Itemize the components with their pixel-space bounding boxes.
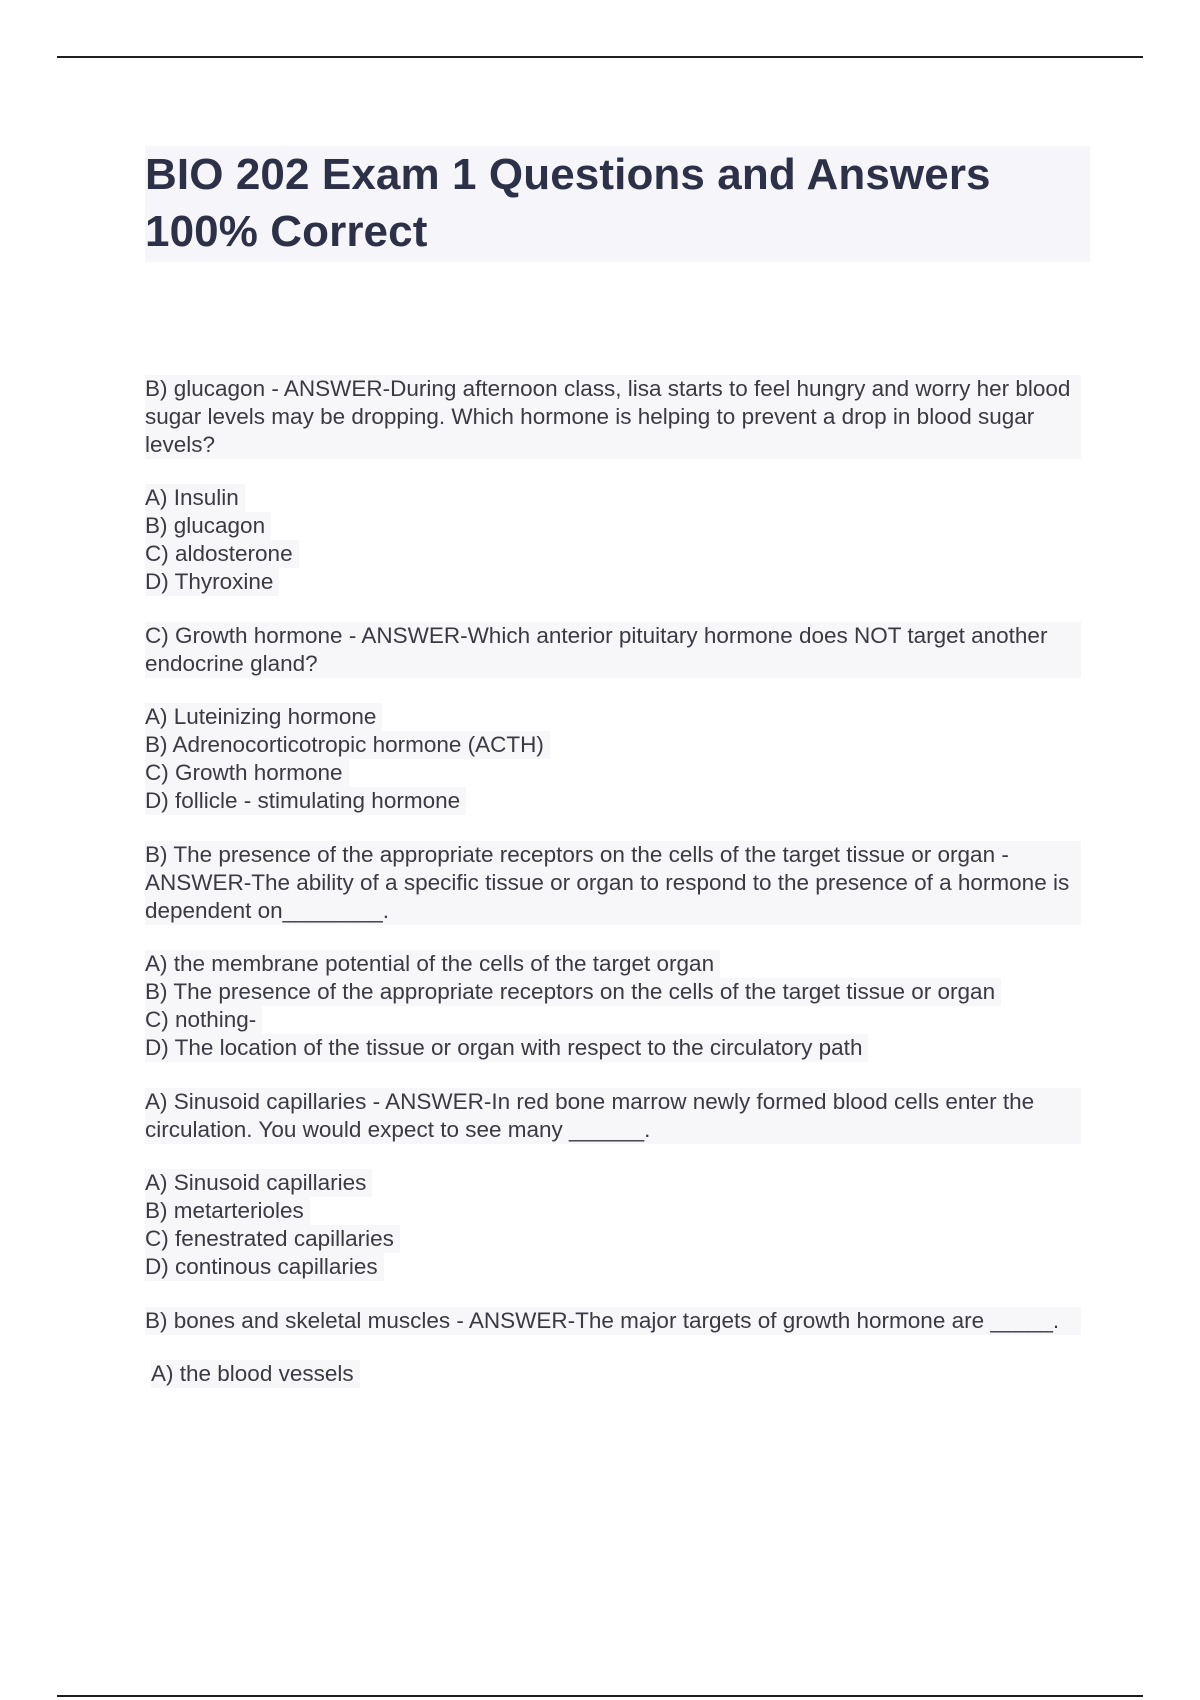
question-text: B) The presence of the appropriate receptors on the cells of the target tissue or organ - ANSWER-The ability of a specific tissue or organ to respond to the presence of a hormone is dependent on________. xyxy=(145,841,1081,925)
question-item xyxy=(145,1088,1090,1281)
document-body xyxy=(145,146,1090,1414)
question-item xyxy=(145,841,1090,1062)
question-text: B) glucagon - ANSWER-During afternoon class, lisa starts to feel hungry and worry her blood sugar levels may be dropping. Which hormone is helping to prevent a drop in blood sugar levels? xyxy=(145,375,1081,459)
options-list xyxy=(145,703,1090,815)
option-b: B) The presence of the appropriate receptors on the cells of the target tissue or organ xyxy=(145,978,1001,1006)
question-text: A) Sinusoid capillaries - ANSWER-In red bone marrow newly formed blood cells enter the circulation. You would expect to see many ______. xyxy=(145,1088,1081,1144)
option-d: D) The location of the tissue or organ with respect to the circulatory path xyxy=(145,1034,868,1062)
option-a: A) Sinusoid capillaries xyxy=(145,1169,372,1197)
question-item xyxy=(145,622,1090,815)
option-c: C) nothing- xyxy=(145,1006,262,1034)
page-title: BIO 202 Exam 1 Questions and Answers 100% Correct xyxy=(145,150,991,256)
option-d: D) continous capillaries xyxy=(145,1253,384,1281)
question-item xyxy=(145,1307,1090,1388)
option-a: A) Luteinizing hormone xyxy=(145,703,382,731)
option-c: C) aldosterone xyxy=(145,540,299,568)
option-c: C) Growth hormone xyxy=(145,759,349,787)
option-c: C) fenestrated capillaries xyxy=(145,1225,400,1253)
option-a: A) the blood vessels xyxy=(151,1360,360,1388)
option-a: A) Insulin xyxy=(145,484,245,512)
bottom-divider xyxy=(57,1695,1143,1697)
option-b: B) Adrenocorticotropic hormone (ACTH) xyxy=(145,731,550,759)
options-list xyxy=(145,1360,1090,1388)
question-item xyxy=(145,375,1090,596)
question-list xyxy=(145,375,1090,1388)
title-block xyxy=(145,146,1090,262)
option-d: D) follicle - stimulating hormone xyxy=(145,787,466,815)
options-list xyxy=(145,484,1090,596)
option-d: D) Thyroxine xyxy=(145,568,279,596)
options-list xyxy=(145,1169,1090,1281)
question-text: C) Growth hormone - ANSWER-Which anterior pituitary hormone does NOT target another endocrine gland? xyxy=(145,622,1081,678)
option-b: B) metarterioles xyxy=(145,1197,310,1225)
options-list xyxy=(145,950,1090,1062)
option-b: B) glucagon xyxy=(145,512,271,540)
question-text: B) bones and skeletal muscles - ANSWER-The major targets of growth hormone are _____. xyxy=(145,1307,1081,1335)
top-divider xyxy=(57,56,1143,58)
option-a: A) the membrane potential of the cells of the target organ xyxy=(145,950,720,978)
